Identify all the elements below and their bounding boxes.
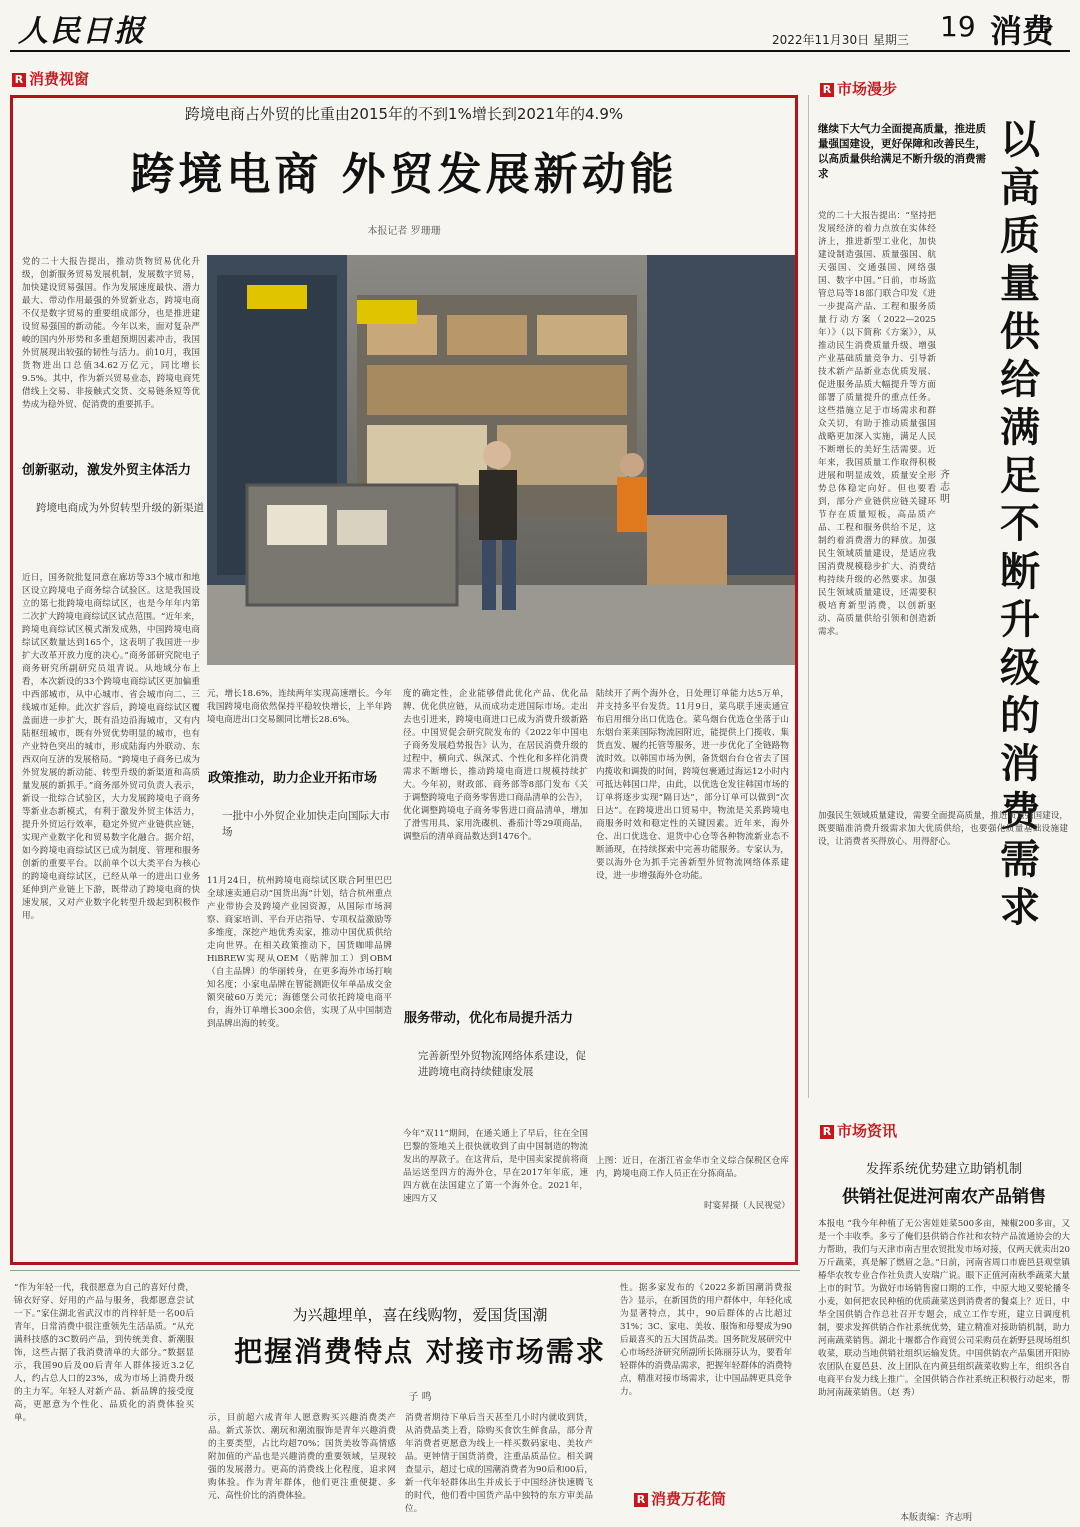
column-label-market-news xyxy=(820,1120,897,1141)
warehouse-scene-image xyxy=(207,255,795,665)
bottom-col1-body: “作为年轻一代，我很愿意为自己的喜好付费，锦衣好穿、好用的产品与服务，我都愿意尝试一下。”家住湖北省武汉市的肖梓轩是一名00后青年，日常消费中很注重领先生活品质。“从充满科技感的3C数码产品，到传统美食、新潮服饰，这些占据了我消费清单的大部分。”数据显示，我国90后及00后青年人群体接近3.2亿人，约占总人口的23%，成为市场上消费升级的主力军。年轻人对新产品、新品牌的接受度高，更愿意为个性化、品质化的消费体验买单。 xyxy=(14,1283,194,1423)
bottom-col2-body: 示，目前超六成青年人愿意购买兴趣消费类产品。新式茶饮、潮玩和潮流服饰是青年兴趣消费的主要类型，占比均超70%；国货美妆等高情感附加值的产品也是兴趣消费的重要领域，呈现较强的发展潜力。更高的消费线上化程度，追求网购体验。作为青年群体，他们更注重便捷、多元、高性价比的消费体验。 xyxy=(208,1413,396,1501)
lead-subhead-3: 服务带动，优化布局提升活力 xyxy=(404,1011,574,1026)
lead-subhead-3-lead: 完善新型外贸物流网络体系建设，促进跨境电商持续健康发展 xyxy=(418,1050,586,1078)
masthead-rule xyxy=(10,50,1070,52)
column-label-kaleidoscope xyxy=(634,1488,726,1509)
bottom-col3-body: 消费者期待下单后当天甚至几小时内就收到货，从消费品类上看，除购买食饮生鲜食品，部分青年消费者更愿意为线上一样买数码家电、美妆产品。更钟情于国货消费，注重品质品位。相关调查显示，超过七成的国潮消费者为90后和00后，新一代年轻群体出生并成长于中国经济快速腾飞的时代，他们看中国货产品中独特的东方审美品位。 xyxy=(405,1413,593,1514)
commentary-author: 齐志明 xyxy=(940,470,950,505)
commentary-title: 以高质量供给满足不断升级的消费需求 xyxy=(1000,116,1040,931)
lead-subhead-2: 政策推动，助力企业开拓市场 xyxy=(208,771,378,786)
lead-col1-body: 近日，国务院批复同意在廊坊等33个城市和地区设立跨境电子商务综合试验区。这是我国设立的第七批跨境电商综试区，也是今年年内第二次扩大跨境电商综试区试点范围。“近年来，跨境电商综试区模式渐发成熟，中国跨境电商综试区数量达到165个，这表明了我国进一步扩大改革开放力度的决心。”商务部研究院电子商务研究所副研究员俎青说。从地域分布上看，本次新设的33个跨境电商综试区更加偏重中西部城市，从中心城市、省会城市向二、三线城市延伸。此次扩容后，跨境电商综试区覆盖面进一步扩大，既有沿边沿海城市，又有内陆枢纽城市，既有外贸优势明显的城市，也有产业特色突出的城市，形成陆海内外联动、东西双向互济的发展格局。“跨境电子商务已成为外贸发展的新动能、转型升级的新渠道和高质量发展的新抓手。”商务部外贸司负责人表示，新设一批综合试验区，大力发展跨境电子商务等新业态新模式，有利于激发外贸主体活力，提升外贸运行效率，稳定外贸产业链供应链，实现产业数字化和贸易数字化融合。据介绍，如今跨境电商综试区已成为制度、管理和服务创新的重要平台。以前单个以大类平台为核心的跨境电商综试区，已经从单一的进出口业务延伸到产业链上下游，既带动了跨境电商的快速发展，又对产业数字化转型升级起到积极作用。 xyxy=(22,573,200,921)
lead-col4-body: 陆续开了两个海外仓，日处理订单能力达5万单，并支持多平台发货。11月9日，菜鸟联手速卖通宣布启用细分出口优选仓。菜鸟烟台优选仓坐落于山东烟台莱莱国际物流园附近，能提供上门揽收、集货直发、履约托管等服务，进一步优化了全链路物流时效。以韩国市场为例，备货烟台台仓省去了国内揽收和调拨的时间，跨境包裹通过海运12小时内可抵达韩国口岸，由此，以优选仓发往韩国市场的订单将逐步实现“隔日达”，部分订单可以做到“次日达”。在跨境进出口贸易中，物流是关系跨境电商服务时效和稳定性的关键因素。近年来，海外仓、出口优选仓、退货中心仓等各种物流新业态不断涌现，在持续探索中完善功能服务。专家认为，要以海外仓为抓手完善新型外贸物流网络体系建设，进一步增强海外仓功能。 xyxy=(596,689,789,881)
lead-byline: 本报记者 罗珊珊 xyxy=(367,226,441,237)
column-label-text: 消费万花筒 xyxy=(651,1490,727,1508)
lead-subhead-1-lead: 跨境电商成为外贸转型升级的新渠道 xyxy=(36,502,204,514)
bottom-byline: 子 鸣 xyxy=(408,1392,432,1403)
bottom-rule xyxy=(10,1270,800,1271)
r-badge-icon: R xyxy=(820,1125,834,1139)
lead-col2-body2: 11月24日，杭州跨境电商综试区联合阿里巴巴全球速卖通启动“国货出海”计划，结合杭州重点产业带协会及跨境产业园资源，从国际市场洞察、商家培训、平台开店指导、专项权益激励等多维度，深挖产地优秀卖家，推动中国优质供给走向世界。在相关政策推动下，国货咖啡品牌HiBREW实现从OEM（贴牌加工）到OBM（自主品牌）的华丽转身，在更多海外市场打响知名度；小家电品牌在智能测距仪年单品成交金额突破60万美元；海德堡公司依托跨境电商平台，海外订单增长300余倍，实现了从中国制造到品牌出海的转变。 xyxy=(207,876,392,1029)
news-body: 本报电 “我今年种植了无公害娃娃菜500多亩，辣椒200多亩，又是一个丰收季。多亏了俺们县供销合作社和农特产品流通协会的大力帮助，我们与天津市南吉里农贸批发市场对接，仅两天就卖出20万斤蔬菜，真是解了燃眉之急。”日前，河南省周口市鹿邑县观堂镇椿华农牧专业合作社负责人安瑞广说。眼下正值河南秋季蔬菜大量上市的时节。为做好市场销售窗口期的工作，中原大地又要轮播冬小麦，如何把农民种植的优质蔬菜送到消费者的餐桌上？近日，中华全国供销合作总社召开专题会，成立工作专班，建立日调度机制，要求发挥供销合作社系统优势，建立精准对接助销机制，助力河南蔬菜销售。湖北十堰都合作商贸公司采购员在新野县现场组织收菜，联动当地供销社组织运输发货。中国供销农产品集团开阳协农团队在夏邑县、汝上团队在内黄县组织蔬菜收购上车，组织各自电商平台发力线上推广。全国供销合作社系统正积极行动起来，帮助河南蔬菜销售。（赵 秀） xyxy=(818,1219,1070,1398)
bottom-headline: 把握消费特点 对接市场需求 xyxy=(234,1335,606,1368)
r-badge-icon: R xyxy=(820,83,834,97)
bottom-deck: 为兴趣埋单，喜在线购物，爱国货国潮 xyxy=(292,1306,548,1324)
column-label-text: 市场资讯 xyxy=(837,1122,898,1140)
lead-subhead-2-lead: 一批中小外贸企业加快走向国际大市场 xyxy=(222,810,390,838)
r-badge-icon: R xyxy=(12,73,26,87)
commentary-body-2: 加强民生领域质量建设，需要全面提高质量，推进质量强国建设，既要瞄准消费升级需求加大优质供给，也要强化质量基础设施建设，让消费者买得放心、用得舒心。 xyxy=(818,811,1068,847)
column-label-consumer-window xyxy=(12,68,89,89)
page-editor: 本版责编：齐志明 xyxy=(900,1513,973,1523)
photo-credit: 时宴昇摄（人民视觉） xyxy=(704,1201,790,1211)
lead-col3-body2: 今年“双11”期间，在通关通上了早后，往在全国巴黎的签地关上很快就收到了由中国制造的物流发出的厚款子。在这背后，是中国卖家提前将商品运送至四方的海外仓，早在2017年年底，速四方就在法国建立了第一个海外仓。2021年，速四方又 xyxy=(403,1129,588,1204)
photo-caption: 上图：近日，在浙江省金华市全义综合保税区仓库内，跨境电商工作人员正在分拣商品。 xyxy=(596,1156,789,1179)
lead-col1-intro: 党的二十大报告提出，推动货物贸易优化升级，创新服务贸易发展机制，发展数字贸易，加快建设贸易强国。作为发展速度最快、潜力最大、带动作用最强的外贸新业态，跨境电商不仅是数字贸易的重要组成部分，也是推进建设贸易强国的新动能。今年以来，面对复杂严峻的国内外形势和多重超预期因素冲击，我国外贸展现出较强的韧性与活力。前10月，我国货物进出口总值34.62万亿元，同比增长9.5%。其中，作为新兴贸易业态，跨境电商凭借线上交易、非接触式交货、交易链条短等优势成为稳外贸、促消费的重要抓手。 xyxy=(22,257,200,410)
lead-deck: 跨境电商占外贸的比重由2015年的不到1%增长到2021年的4.9% xyxy=(184,105,624,123)
commentary-body: 党的二十大报告提出：“坚持把发展经济的着力点放在实体经济上，推进新型工业化，加快建设制造强国、质量强国、航天强国、交通强国、网络强国、数字中国。”日前，市场监管总局等18部门联合印发《进一步提高产品、工程和服务质量行动方案（2022—2025年）》（以下简称《方案》），从推动民生消费质量升级、增强产业基础质量竞争力、引导新技术新产品新业态优质发展、促进服务品质大幅提升等方面部署了质量提升的重点任务。这些措施立足于市场需求和群众关切，有助于推动质量强国战略更加深入实施，满足人民不断增长的美好生活需要。近年来，我国质量工作取得积极进展和明显成效，质量安全形势总体稳定向好。但也要看到，部分产业链供应链关键环节存在质量短板，高品质产品、工程和服务供给不足，这制约着消费潜力的释放。加强民生领域质量建设，是适应我国消费规模稳步扩大、消费结构持续升级的必然要求。加强民生领域质量建设，还需要积极培育新型消费，以创新驱动、高质量供给引领和创造新需求。 xyxy=(818,211,936,637)
page-number: 19 xyxy=(940,10,976,43)
lead-col3-body: 度的确定性，企业能够借此优化产品、优化品牌、优化供应链，从而成功走进国际市场。走出去也引进来，跨境电商进口已成为消费升级新路径。中国贸促会研究院发布的《2022年中国电子商务发展趋势报告》认为，在居民消费升级的过程中，横向式、纵深式、个性化和多样化消费需求不断增长，推动跨境电商进口规模持续扩大。今年初，财政部、商务部等8部门发布《关于调整跨境电子商务零售进口商品清单的公告》，优化调整跨境电子商务零售进口商品清单，增加了滑雪用具、家用洗碟机、番茄汁等29项商品，调整后的清单商品数达到1476个。 xyxy=(403,689,588,842)
page-section-title: 消费 xyxy=(990,12,1055,50)
warehouse-photo xyxy=(207,255,795,665)
column-label-text: 消费视窗 xyxy=(29,70,90,88)
issue-date: 2022年11月30日 星期三 xyxy=(772,33,909,47)
column-label-text: 市场漫步 xyxy=(837,80,898,98)
lead-col2-body: 元，增长18.6%，连续两年实现高速增长。今年我国跨境电商依然保持平稳较快增长，上半年跨境电商进出口交易额同比增长28.6%。 xyxy=(207,689,392,725)
lead-headline: 跨境电商 外贸发展新动能 xyxy=(130,149,678,200)
r-badge-icon: R xyxy=(634,1493,648,1507)
lead-subhead-1: 创新驱动，激发外贸主体活力 xyxy=(22,463,192,478)
news-deck: 发挥系统优势建立助销机制 xyxy=(865,1162,1022,1177)
commentary-lead-quote: 继续下大气力全面提高质量，推进质量强国建设，更好保障和改善民生，以高质量供给满足不断升级的消费需求 xyxy=(818,123,986,180)
news-headline: 供销社促进河南农产品销售 xyxy=(842,1187,1046,1207)
bottom-col4-body: 性。据多家发布的《2022多新国潮消费报告》显示，在新国货的用户群体中，年轻化成为显著特点，其中，90后群体的占比超过31%；3C、家电、美妆、服饰和母婴成为90后最喜买的五大国货品类。国务院发展研究中心市场经济研究所副所长陈丽芬认为，要看年轻群体的消费品需求，把握年轻群体的消费特点，精准对接市场需求，让中国品牌更具竞争力。 xyxy=(620,1283,792,1397)
newspaper-logo: 人民日报 xyxy=(18,14,146,49)
